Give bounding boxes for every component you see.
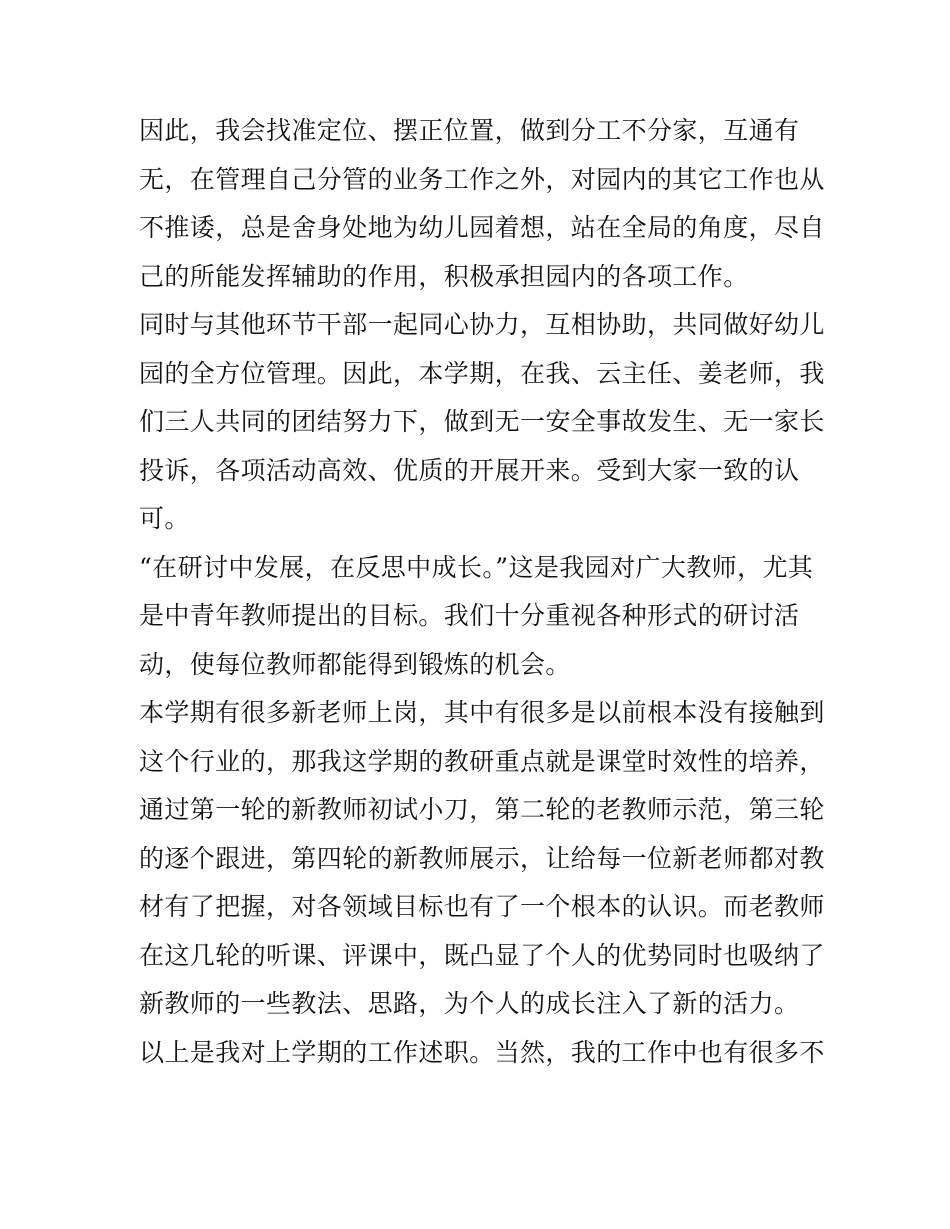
text-line: 的逐个跟进，第四轮的新教师展示，让给每一位新老师都对教 [139,843,825,873]
document-body [139,111,829,1081]
text-line: 己的所能发挥辅助的作用，积极承担园内的各项工作。 [139,261,749,291]
text-line: 本学期有很多新老师上岗，其中有很多是以前根本没有接触到 [139,698,825,727]
text-line: 园的全方位管理。因此，本学期，在我、云主任、姜老师，我 [139,358,825,388]
text-line: 这个行业的，那我这学期的教研重点就是课堂时效性的培养， [139,746,825,776]
text-line: 可。 [139,504,190,533]
text-line: 同时与其他环节干部一起同心协力，互相协助，共同做好幼儿 [139,310,825,339]
text-line: 无，在管理自己分管的业务工作之外，对园内的其它工作也从 [139,164,825,194]
text-line: 新教师的一些教法、思路，为个人的成长注入了新的活力。 [139,989,800,1018]
text-line: 们三人共同的团结努力下，做到无一安全事故发生、无一家长 [139,407,825,436]
text-line: 投诉，各项活动高效、优质的开展开来。受到大家一致的认 [139,455,800,485]
text-line: 材有了把握，对各领域目标也有了一个根本的认识。而老教师 [139,892,825,921]
text-line: 不推诿，总是舍身处地为幼儿园着想，站在全局的角度，尽自 [139,213,825,242]
text-line: 以上是我对上学期的工作述职。当然，我的工作中也有很多不 [139,1037,825,1067]
text-line: 在这几轮的听课、评课中，既凸显了个人的优势同时也吸纳了 [139,940,825,970]
text-line: “在研讨中发展，在反思中成长。”这是我园对广大教师，尤其 [139,552,814,582]
text-line: 动，使每位教师都能得到锻炼的机会。 [139,649,571,679]
text-line: 是中青年教师提出的目标。我们十分重视各种形式的研讨活 [139,601,800,630]
text-line: 通过第一轮的新教师初试小刀，第二轮的老教师示范，第三轮 [139,795,825,824]
text-line: 因此，我会找准定位、摆正位置，做到分工不分家，互通有 [139,116,800,145]
